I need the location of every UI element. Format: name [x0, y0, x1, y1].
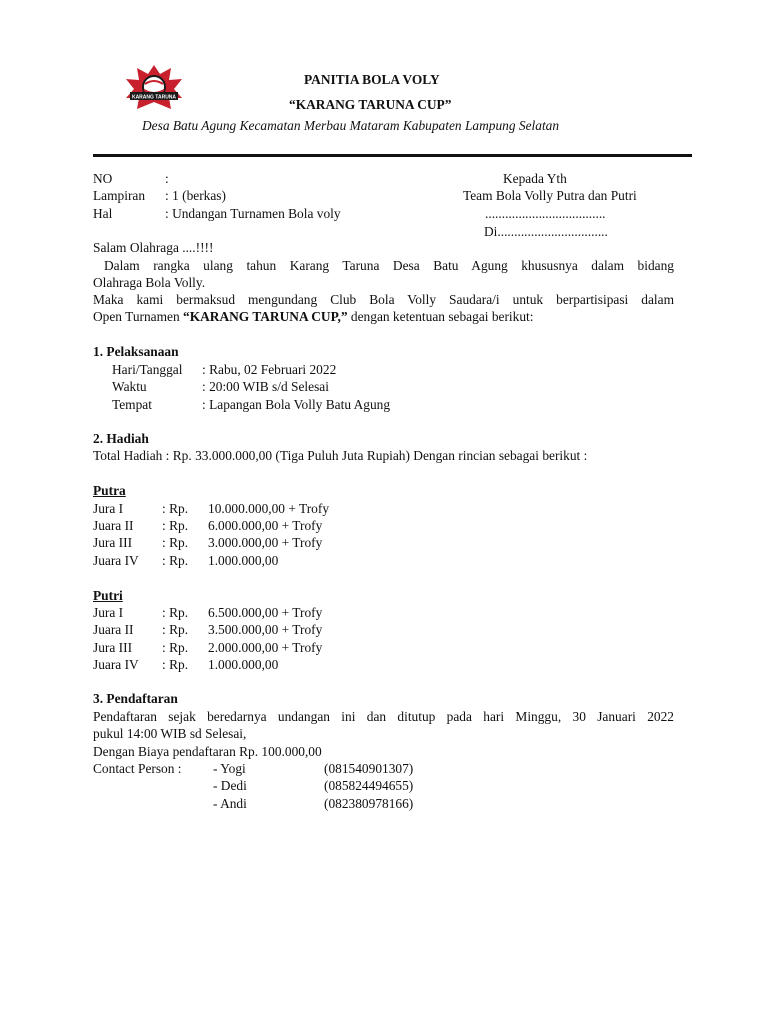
putri-heading: Putri	[93, 588, 123, 603]
para1-line2: Olahraga Bola Volly.	[93, 275, 206, 290]
para2-line1: Maka kami bermaksud mengundang Club Bola Volly Saudara/i untuk berpartisipasi dalam	[93, 292, 674, 307]
header-subtitle: “KARANG TARUNA CUP”	[289, 97, 452, 112]
contact-name: - Yogi	[213, 761, 246, 776]
putra-value: 6.000.000,00 + Trofy	[208, 518, 323, 533]
no-label: NO	[93, 171, 113, 186]
no-colon: :	[165, 171, 169, 186]
para2-line2: Open Turnamen “KARANG TARUNA CUP,” dengan ketentuan sebagai berikut:	[93, 309, 534, 324]
putra-value: 10.000.000,00 + Trofy	[208, 501, 330, 516]
putra-rp: : Rp.	[162, 553, 189, 568]
putri-rp: : Rp.	[162, 657, 189, 672]
putri-rp: : Rp.	[162, 640, 189, 655]
recipient-line3: ....................................	[485, 206, 606, 221]
hal-label: Hal	[93, 206, 113, 221]
contact-person-label: Contact Person :	[93, 761, 182, 776]
hadiah-heading: 2. Hadiah	[93, 431, 149, 446]
recipient-line2: Team Bola Volly Putra dan Putri	[463, 188, 637, 203]
pendaftaran-line2: pukul 14:00 WIB sd Selesai,	[93, 726, 247, 741]
putri-value: 2.000.000,00 + Trofy	[208, 640, 323, 655]
recipient-line1: Kepada Yth	[503, 171, 567, 186]
pelaksanaan-heading: 1. Pelaksanaan	[93, 344, 179, 359]
header-divider	[93, 154, 692, 157]
karang-taruna-logo	[124, 64, 184, 110]
contact-phone: (082380978166)	[324, 796, 414, 811]
putra-value: 3.000.000,00 + Trofy	[208, 535, 323, 550]
pendaftaran-line1: Pendaftaran sejak beredarnya undangan ini dan ditutup pada hari Minggu, 30 Januari 2022	[93, 709, 674, 724]
putra-label: Juara IV	[93, 553, 139, 568]
putri-label: Jura III	[93, 640, 133, 655]
contact-name: - Dedi	[213, 778, 247, 793]
waktu-value: : 20:00 WIB s/d Selesai	[202, 379, 329, 394]
header-address: Desa Batu Agung Kecamatan Merbau Mataram Kabupaten Lampung Selatan	[142, 118, 560, 133]
tempat-value: : Lapangan Bola Volly Batu Agung	[202, 397, 391, 412]
lampiran-label: Lampiran	[93, 188, 146, 203]
tempat-label: Tempat	[112, 397, 152, 412]
putri-label: Jura I	[93, 605, 124, 620]
putra-rp: : Rp.	[162, 501, 189, 516]
contact-phone: (081540901307)	[324, 761, 414, 776]
putri-value: 1.000.000,00	[208, 657, 279, 672]
putri-value: 6.500.000,00 + Trofy	[208, 605, 323, 620]
putra-heading: Putra	[93, 483, 126, 498]
hal-value: : Undangan Turnamen Bola voly	[165, 206, 341, 221]
hari-tanggal-label: Hari/Tanggal	[112, 362, 183, 377]
putri-label: Juara IV	[93, 657, 139, 672]
recipient-line4: Di.................................	[484, 224, 608, 239]
pendaftaran-fee: Dengan Biaya pendaftaran Rp. 100.000,00	[93, 744, 322, 759]
putri-label: Juara II	[93, 622, 134, 637]
putra-rp: : Rp.	[162, 518, 189, 533]
putra-rp: : Rp.	[162, 535, 189, 550]
contact-name: - Andi	[213, 796, 247, 811]
pendaftaran-heading: 3. Pendaftaran	[93, 691, 178, 706]
para1-line1: Dalam rangka ulang tahun Karang Taruna Desa Batu Agung khususnya dalam bidang	[104, 258, 674, 273]
hari-tanggal-value: : Rabu, 02 Februari 2022	[202, 362, 337, 377]
logo-text: KARANG TARUNA	[131, 94, 177, 101]
putra-label: Juara II	[93, 518, 134, 533]
putra-value: 1.000.000,00	[208, 553, 279, 568]
putri-value: 3.500.000,00 + Trofy	[208, 622, 323, 637]
greeting: Salam Olahraga ....!!!!	[93, 240, 214, 255]
hadiah-total: Total Hadiah : Rp. 33.000.000,00 (Tiga Puluh Juta Rupiah) Dengan rincian sebagai berikut :	[93, 448, 588, 463]
putri-rp: : Rp.	[162, 622, 189, 637]
putri-rp: : Rp.	[162, 605, 189, 620]
contact-phone: (085824494655)	[324, 778, 414, 793]
waktu-label: Waktu	[112, 379, 147, 394]
header-title: PANITIA BOLA VOLY	[304, 72, 440, 87]
putra-label: Jura I	[93, 501, 124, 516]
putra-label: Jura III	[93, 535, 133, 550]
lampiran-value: : 1 (berkas)	[165, 188, 226, 203]
